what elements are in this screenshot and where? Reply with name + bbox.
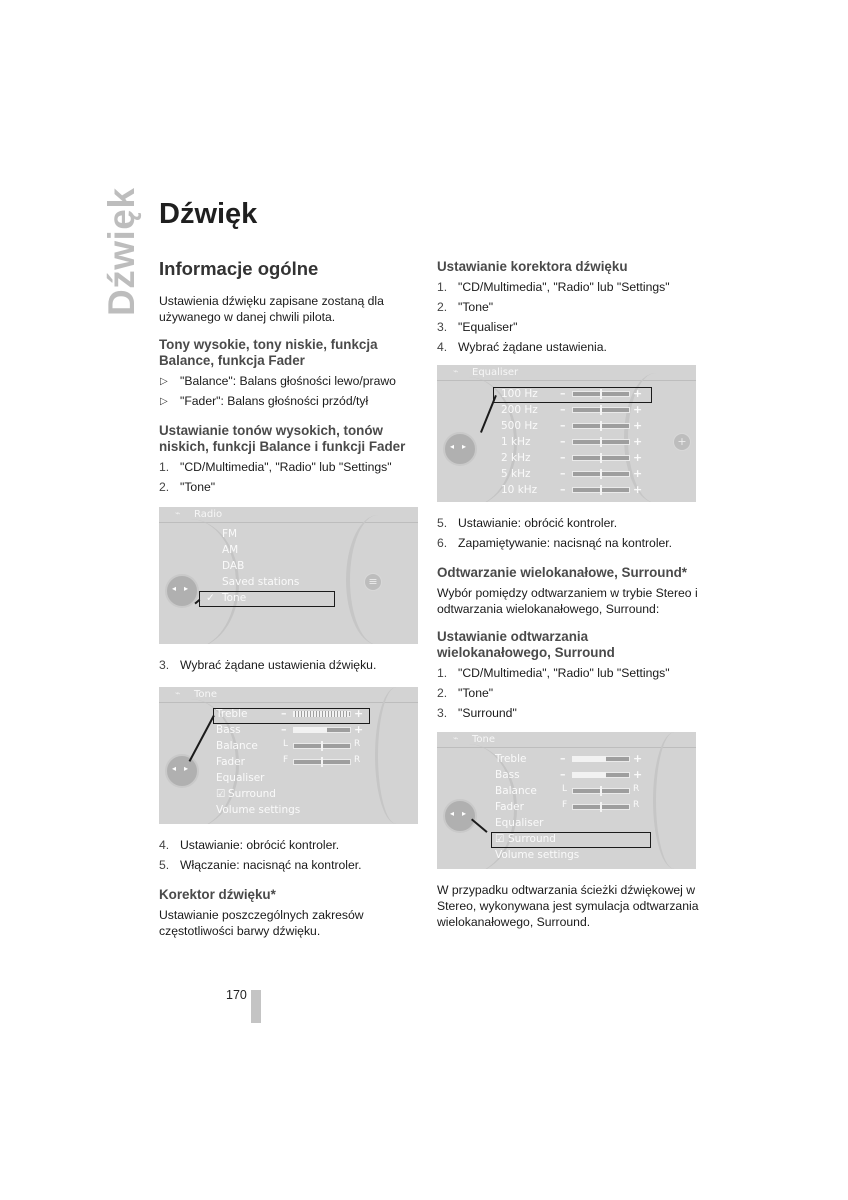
band-100hz: 100 Hz — [501, 388, 538, 400]
step-item: 1. "CD/Multimedia", "Radio" lub "Settings" — [437, 280, 670, 294]
right-column — [437, 259, 699, 942]
steps-list — [159, 837, 421, 873]
menu-item-bass: Bass — [216, 724, 241, 736]
equaliser-description: Ustawianie poszczególnych zakresów częstotliwości barwy dźwięku. — [159, 908, 364, 938]
minus-icon: – — [560, 419, 566, 432]
minus-icon: – — [560, 768, 566, 781]
side-plus-button-icon: + — [673, 433, 691, 451]
menu-item-surround: Surround — [508, 833, 556, 845]
band-1khz: 1 kHz — [501, 436, 531, 448]
minus-icon: – — [281, 707, 287, 720]
plus-icon: + — [633, 768, 643, 781]
band-200hz: 200 Hz — [501, 404, 538, 416]
step-item: 1. "CD/Multimedia", "Radio" lub "Settings" — [437, 666, 670, 680]
screen-title: Radio — [194, 509, 223, 520]
menu-item-am: AM — [222, 544, 239, 556]
band-slider — [560, 483, 643, 496]
controller-knob-icon — [165, 754, 199, 788]
screen-title: Equaliser — [472, 367, 519, 378]
step-item: 6. Zapamiętywanie: nacisnąć na kontroler. — [437, 536, 673, 550]
menu-item-fader: Fader — [495, 801, 524, 813]
page-marker-bar — [251, 990, 261, 1023]
check-icon: ✓ — [206, 592, 215, 604]
plus-icon: + — [633, 451, 643, 464]
subsection-title-surround: Odtwarzanie wielokanałowe, Surround* — [437, 565, 688, 580]
steps-list — [159, 657, 421, 673]
bullet-triangle-icon: ▷ — [160, 376, 168, 387]
menu-item-volume-settings: Volume settings — [216, 804, 301, 816]
radio-icon: ⌁ — [175, 509, 181, 519]
selection-highlight — [493, 387, 652, 403]
minus-icon: – — [560, 467, 566, 480]
band-2khz: 2 kHz — [501, 452, 531, 464]
screen-title: Tone — [472, 734, 496, 745]
menu-item-balance: Balance — [495, 785, 537, 797]
tone-menu-screenshot — [159, 687, 418, 824]
steps-list — [437, 279, 699, 355]
plus-icon: + — [633, 419, 643, 432]
page-title: Dźwięk — [159, 198, 258, 230]
step-item: 4. Ustawianie: obrócić kontroler. — [159, 838, 340, 852]
menu-item-equaliser: Equaliser — [495, 817, 544, 829]
radio-menu-screenshot — [159, 507, 418, 644]
subsection-title-set-surround: Ustawianie odtwarzania wielokanałowego, Surround — [437, 629, 615, 660]
menu-item-fader: Fader — [216, 756, 245, 768]
plus-icon: + — [633, 387, 643, 400]
treble-slider — [560, 752, 643, 765]
minus-icon: – — [560, 451, 566, 464]
minus-icon: – — [560, 387, 566, 400]
page-number: 170 — [226, 988, 247, 1002]
checkbox-icon: ☑ — [495, 833, 505, 845]
left-column — [159, 258, 421, 951]
steps-list — [437, 515, 699, 551]
bass-slider — [281, 723, 364, 736]
bullet-list — [159, 373, 421, 409]
plus-icon: + — [354, 723, 364, 736]
step-item: 5. Ustawianie: obrócić kontroler. — [437, 516, 618, 530]
menu-item-fm: FM — [222, 528, 238, 540]
band-slider — [560, 419, 643, 432]
equaliser-icon: ⌁ — [453, 367, 459, 377]
fader-rear-label: R — [354, 755, 361, 765]
tone-surround-screenshot — [437, 732, 696, 869]
subsection-title-treble-bass: Tony wysokie, tony niskie, funkcja Balance, funkcja Fader — [159, 337, 378, 368]
plus-icon: + — [633, 752, 643, 765]
band-slider — [560, 467, 643, 480]
side-menu-button-icon: ≡ — [364, 573, 382, 591]
step-item: 2. "Tone" — [437, 686, 494, 700]
band-500hz: 500 Hz — [501, 420, 538, 432]
controller-knob-icon — [443, 799, 477, 833]
scroll-arc — [375, 687, 418, 824]
band-slider — [560, 435, 643, 448]
fader-rear-label: R — [633, 800, 640, 810]
step-item: 2. "Tone" — [159, 480, 216, 494]
controller-knob-icon — [443, 432, 477, 466]
knob-right-arrow-icon: ▸ — [184, 584, 189, 593]
balance-slider — [560, 786, 640, 797]
plus-icon: + — [354, 707, 364, 720]
scroll-arc — [653, 732, 696, 869]
minus-icon: – — [281, 723, 287, 736]
balance-left-label: L — [283, 739, 289, 749]
bullet-item: ▷ "Fader": Balans głośności przód/tył — [160, 394, 369, 408]
menu-item-volume-settings: Volume settings — [495, 849, 580, 861]
plus-icon: + — [633, 403, 643, 416]
step-item: 3. "Equaliser" — [437, 320, 518, 334]
fader-slider — [560, 802, 640, 813]
minus-icon: – — [560, 403, 566, 416]
bullet-item: ▷ "Balance": Balans głośności lewo/prawo — [160, 374, 396, 388]
band-slider — [560, 451, 643, 464]
knob-left-arrow-icon: ◂ — [450, 809, 455, 818]
bass-slider — [560, 768, 643, 781]
equaliser-screenshot — [437, 365, 696, 502]
selection-highlight — [491, 832, 651, 848]
band-5khz: 5 kHz — [501, 468, 531, 480]
band-10khz: 10 kHz — [501, 484, 538, 496]
selection-highlight — [199, 591, 335, 607]
menu-item-surround: Surround — [228, 788, 276, 800]
menu-item-bass: Bass — [495, 769, 520, 781]
plus-icon: + — [633, 467, 643, 480]
step-item: 3. Wybrać żądane ustawienia dźwięku. — [159, 658, 377, 672]
minus-icon: – — [560, 483, 566, 496]
balance-right-label: R — [633, 784, 640, 794]
section-heading-general: Informacje ogólne — [159, 258, 319, 279]
selection-highlight — [213, 708, 370, 724]
step-item: 3. "Surround" — [437, 706, 517, 720]
balance-left-label: L — [562, 784, 568, 794]
fader-front-label: F — [562, 800, 568, 810]
menu-item-saved-stations: Saved stations — [222, 576, 300, 588]
balance-right-label: R — [354, 739, 361, 749]
steps-list — [159, 459, 421, 495]
plus-icon: + — [633, 483, 643, 496]
checkbox-icon: ☑ — [216, 788, 226, 800]
balance-slider — [281, 741, 361, 752]
knob-left-arrow-icon: ◂ — [450, 442, 455, 451]
knob-right-arrow-icon: ▸ — [462, 809, 467, 818]
step-item: 1. "CD/Multimedia", "Radio" lub "Settings" — [159, 460, 392, 474]
knob-right-arrow-icon: ▸ — [184, 764, 189, 773]
step-item: 5. Włączanie: nacisnąć na kontroler. — [159, 858, 362, 872]
side-chapter-tab — [100, 187, 142, 316]
menu-item-equaliser: Equaliser — [216, 772, 265, 784]
knob-left-arrow-icon: ◂ — [172, 584, 177, 593]
fader-front-label: F — [283, 755, 289, 765]
bullet-triangle-icon: ▷ — [160, 396, 168, 407]
surround-note: W przypadku odtwarzania ścieżki dźwiękowej w Stereo, wykonywana jest symulacja odtwarzania wielokanałowego, Surround. — [437, 883, 699, 929]
tone-icon: ⌁ — [453, 734, 459, 744]
step-item: 2. "Tone" — [437, 300, 494, 314]
screen-title: Tone — [194, 689, 218, 700]
minus-icon: – — [560, 752, 566, 765]
menu-item-treble: Treble — [216, 708, 248, 720]
menu-item-tone: Tone — [222, 592, 247, 604]
surround-intro: Wybór pomiędzy odtwarzaniem w trybie Stereo i odtwarzania wielokanałowego, Surround: — [437, 586, 698, 616]
knob-left-arrow-icon: ◂ — [172, 764, 177, 773]
side-chapter-label: Dźwięk — [101, 187, 142, 316]
band-slider — [560, 403, 643, 416]
plus-icon: + — [633, 435, 643, 448]
steps-list — [437, 665, 699, 721]
fader-slider — [281, 757, 361, 768]
minus-icon: – — [560, 435, 566, 448]
subsection-title-equaliser: Korektor dźwięku* — [159, 887, 276, 902]
menu-item-balance: Balance — [216, 740, 258, 752]
step-item: 4. Wybrać żądane ustawienia. — [437, 340, 607, 354]
subsection-title-set-tones: Ustawianie tonów wysokich, tonów niskich, funkcji Balance i funkcji Fader — [159, 423, 406, 454]
knob-right-arrow-icon: ▸ — [462, 442, 467, 451]
tone-icon: ⌁ — [175, 689, 181, 699]
intro-paragraph: Ustawienia dźwięku zapisane zostaną dla używanego w danej chwili pilota. — [159, 294, 384, 324]
subsection-title-set-equaliser: Ustawianie korektora dźwięku — [437, 259, 628, 274]
menu-item-treble: Treble — [495, 753, 527, 765]
menu-item-dab: DAB — [222, 560, 245, 572]
